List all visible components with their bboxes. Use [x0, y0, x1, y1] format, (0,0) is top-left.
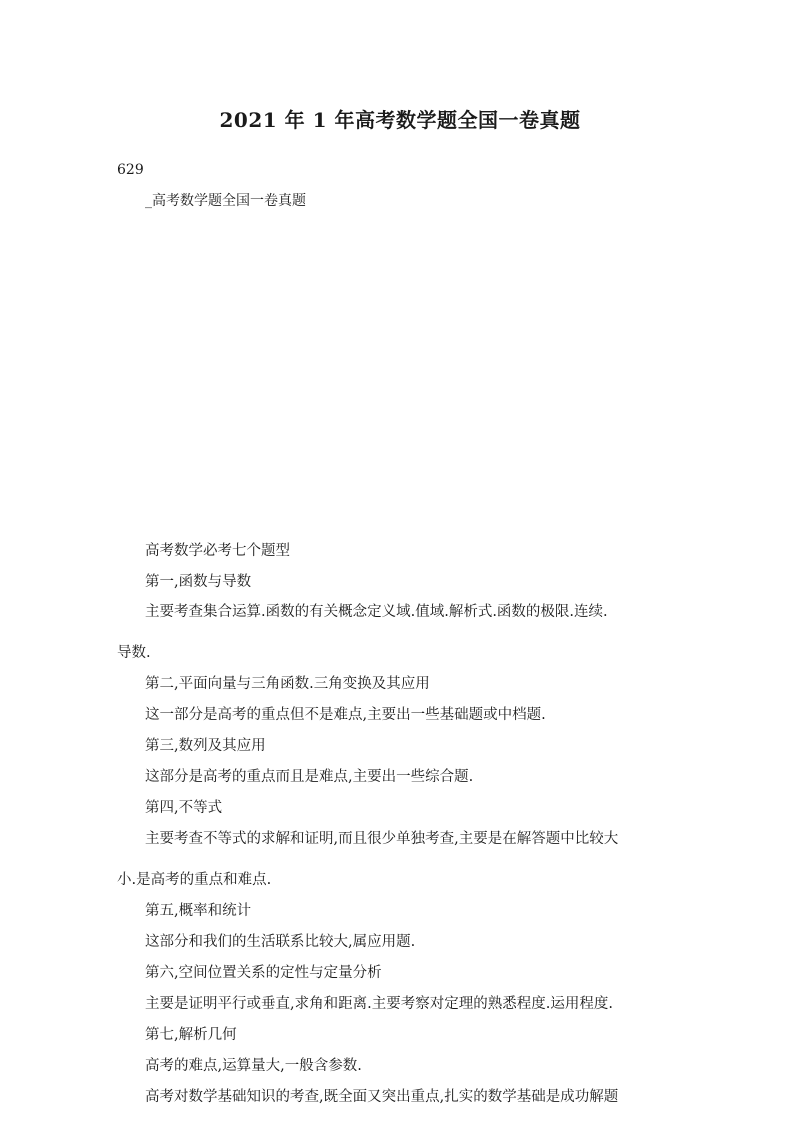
document-subtitle: _高考数学题全国一卷真题 — [145, 193, 306, 209]
paragraph-line: 这一部分是高考的重点但不是难点,主要出一些基础题或中档题. — [145, 707, 546, 723]
document-title: 2021 年 1 年高考数学题全国一卷真题 — [219, 108, 581, 132]
paragraph-line: 第二,平面向量与三角函数.三角变换及其应用 — [145, 676, 430, 692]
paragraph-line: 主要是证明平行或垂直,求角和距离.主要考察对定理的熟悉程度.运用程度. — [145, 996, 613, 1012]
paragraph-line: 第三,数列及其应用 — [145, 738, 266, 754]
paragraph-line: 第一,函数与导数 — [145, 574, 252, 590]
paragraph-line: 第七,解析几何 — [145, 1027, 237, 1043]
paragraph-line: 高考的难点,运算量大,一般含参数. — [145, 1058, 362, 1074]
paragraph-line: 第五,概率和统计 — [145, 903, 252, 919]
paragraph-line: 导数. — [117, 645, 151, 661]
paragraph-line: 高考对数学基础知识的考查,既全面又突出重点,扎实的数学基础是成功解题 — [145, 1089, 619, 1105]
section-heading: 高考数学必考七个题型 — [145, 543, 290, 559]
paragraph-line: 小.是高考的重点和难点. — [117, 872, 272, 888]
paragraph-line: 主要考查集合运算.函数的有关概念定义域.值域.解析式.函数的极限.连续. — [145, 604, 608, 620]
paragraph-line: 第六,空间位置关系的定性与定量分析 — [145, 965, 382, 981]
paragraph-line: 这部分是高考的重点而且是难点,主要出一些综合题. — [145, 769, 474, 785]
paragraph-line: 这部分和我们的生活联系比较大,属应用题. — [145, 934, 416, 950]
paragraph-line: 第四,不等式 — [145, 800, 223, 816]
paragraph-line: 主要考查不等式的求解和证明,而且很少单独考查,主要是在解答题中比较大 — [145, 831, 619, 847]
document-number: 629 — [117, 162, 144, 178]
